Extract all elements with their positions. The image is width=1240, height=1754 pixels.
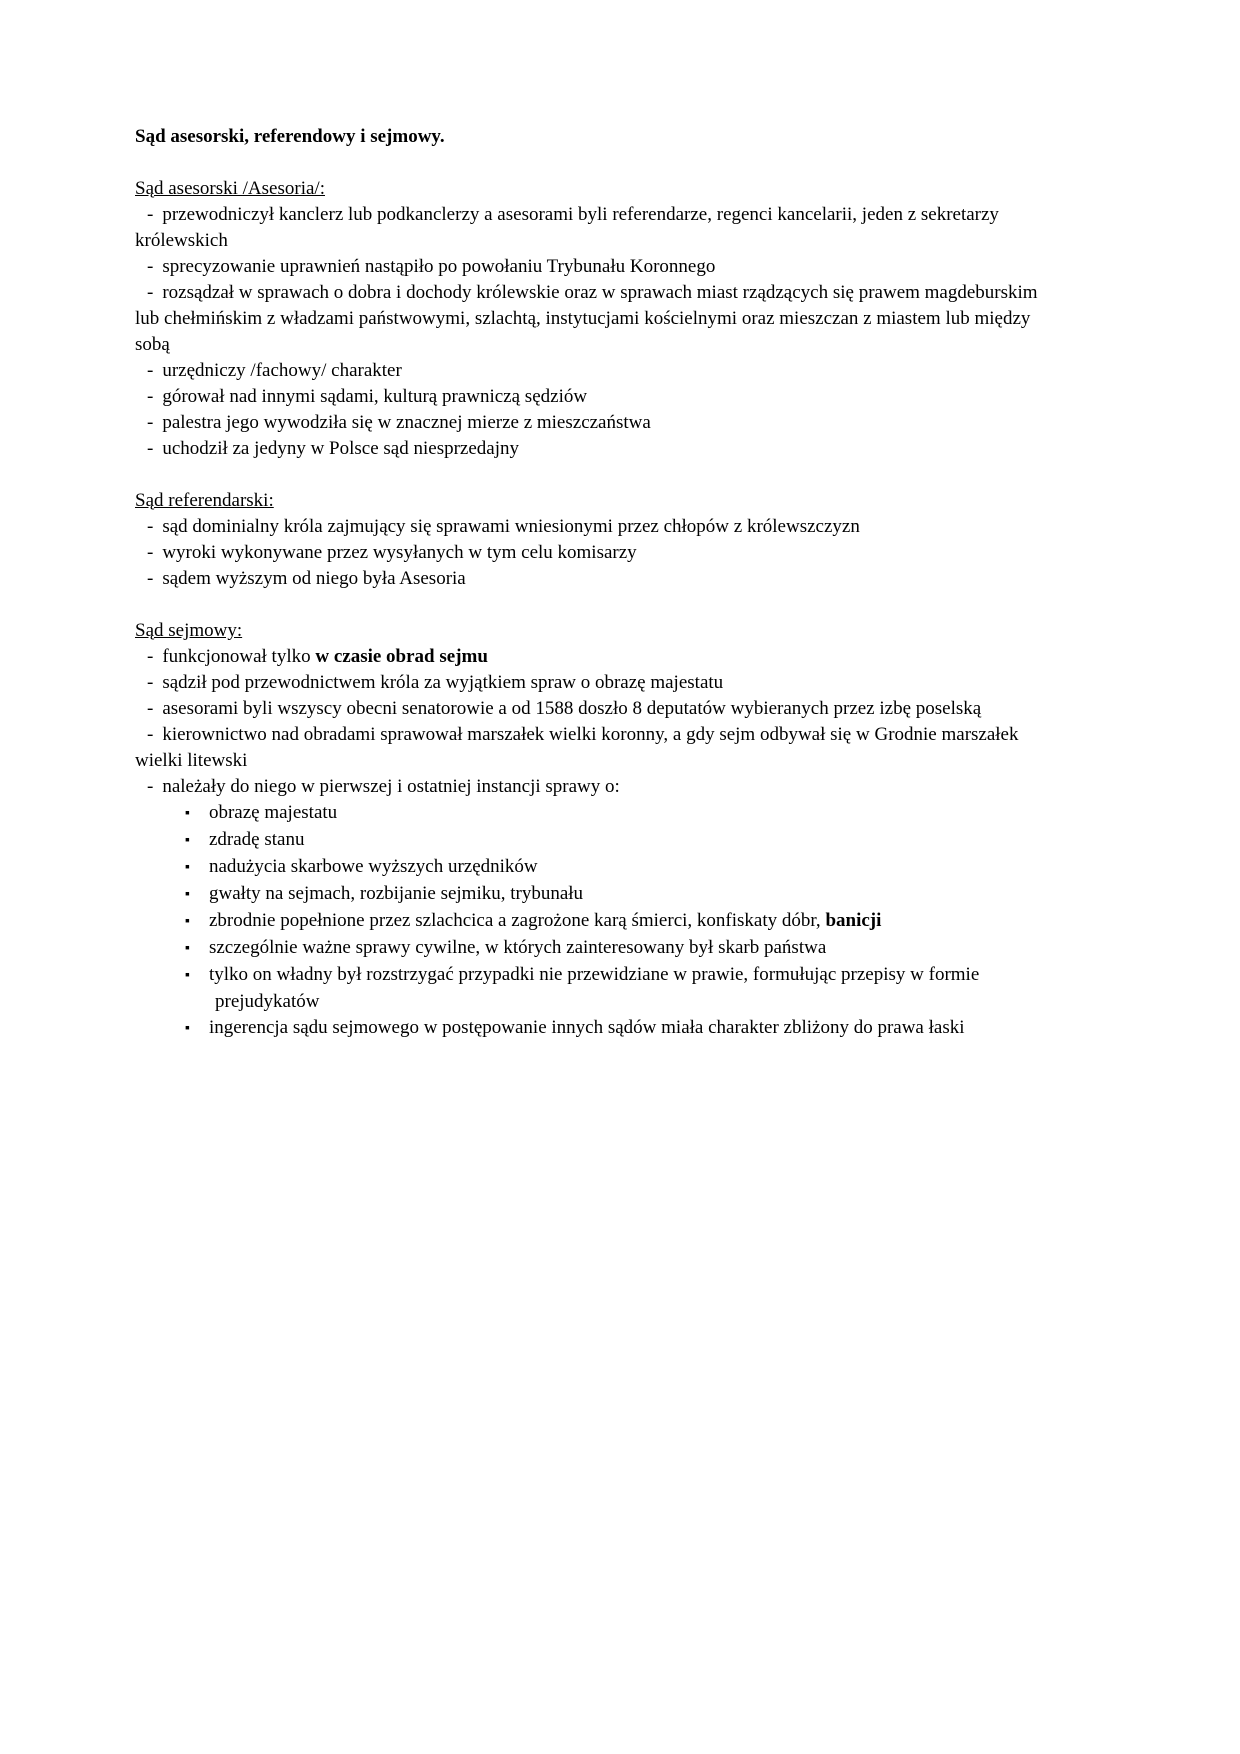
page-title: Sąd asesorski, referendowy i sejmowy. — [135, 126, 445, 147]
list-item — [135, 722, 1055, 774]
dash-marker-icon: - — [147, 282, 154, 303]
list-item-text: sądził pod przewodnictwem króla za wyjątkiem spraw o obrazę majestatu — [162, 672, 724, 693]
sub-list-item — [135, 935, 1055, 962]
list-item — [135, 410, 1055, 436]
section-sad-referendarski — [135, 488, 1055, 592]
sub-list-item — [135, 881, 1055, 908]
list-item — [135, 774, 1055, 800]
list-item-text: sprecyzowanie uprawnień nastąpiło po powołaniu Trybunału Koronnego — [162, 256, 716, 277]
list-item — [135, 670, 1055, 696]
dash-marker-icon: - — [147, 542, 154, 563]
bullet-marker-icon: ▪ — [185, 887, 190, 902]
dash-marker-icon: - — [147, 386, 154, 407]
dash-marker-icon: - — [147, 568, 154, 589]
list-item — [135, 358, 1055, 384]
section-heading: Sąd asesorski /Asesoria/: — [135, 178, 325, 199]
bullet-marker-icon: ▪ — [185, 914, 190, 929]
list-item-text: sądem wyższym od niego była Asesoria — [162, 568, 466, 589]
sub-list-item — [135, 827, 1055, 854]
section-heading: Sąd referendarski: — [135, 490, 274, 511]
list-item — [135, 384, 1055, 410]
list-item-text: asesorami byli wszyscy obecni senatorowie a od 1588 doszło 8 deputatów wybieranych przez izbę poselską — [162, 698, 982, 719]
sub-list-item — [135, 800, 1055, 827]
list-item-text: przewodniczył kanclerz lub podkanclerzy a asesorami byli referendarze, regenci kancelarii, jeden z sekretarzy królewskich — [135, 204, 999, 251]
list-item — [135, 280, 1055, 358]
bullet-marker-icon: ▪ — [185, 1021, 190, 1036]
list-item — [135, 566, 1055, 592]
section-heading: Sąd sejmowy: — [135, 620, 243, 641]
dash-marker-icon: - — [147, 724, 154, 745]
list-item-text: palestra jego wywodziła się w znacznej mierze z mieszczaństwa — [162, 412, 651, 433]
list-item-text-bold: w czasie obrad sejmu — [315, 646, 488, 667]
dash-marker-icon: - — [147, 698, 154, 719]
list-item-text: urzędniczy /fachowy/ charakter — [162, 360, 402, 381]
sub-list-item — [135, 854, 1055, 881]
list-item — [135, 696, 1055, 722]
sub-list-item-text: gwałty na sejmach, rozbijanie sejmiku, trybunału — [208, 883, 584, 904]
list-item-text: kierownictwo nad obradami sprawował marszałek wielki koronny, a gdy sejm odbywał się w Grodnie marszałek wielki litewski — [135, 724, 1019, 771]
list-item-text: rozsądzał w sprawach o dobra i dochody królewskie oraz w sprawach miast rządzących się prawem magdeburskim lub chełmińskim z władzami państwowymi, szlachtą, instytucjami kościelnymi oraz mieszczan z miastem lub między sobą — [135, 282, 1038, 355]
sub-list-item-text: zdradę stanu — [208, 829, 305, 850]
list-item-text: należały do niego w pierwszej i ostatniej instancji sprawy o: — [162, 776, 620, 797]
bullet-marker-icon: ▪ — [185, 968, 190, 983]
sub-list-item-text: obrazę majestatu — [208, 802, 338, 823]
sub-list-item-text: nadużycia skarbowe wyższych urzędników — [208, 856, 538, 877]
bullet-marker-icon: ▪ — [185, 833, 190, 848]
sub-list-item-text: ingerencja sądu sejmowego w postępowanie innych sądów miała charakter zbliżony do prawa łaski — [208, 1017, 965, 1038]
bullet-marker-icon: ▪ — [185, 806, 190, 821]
dash-marker-icon: - — [147, 672, 154, 693]
bullet-marker-icon: ▪ — [185, 941, 190, 956]
dash-marker-icon: - — [147, 438, 154, 459]
bullet-marker-icon: ▪ — [185, 860, 190, 875]
dash-marker-icon: - — [147, 204, 154, 225]
list-item-text: górował nad innymi sądami, kulturą prawniczą sędziów — [162, 386, 588, 407]
list-item-text: sąd dominialny króla zajmujący się sprawami wniesionymi przez chłopów z królewszczyzn — [162, 516, 860, 537]
dash-marker-icon: - — [147, 360, 154, 381]
dash-marker-icon: - — [147, 256, 154, 277]
list-item-text: wyroki wykonywane przez wysyłanych w tym celu komisarzy — [162, 542, 637, 563]
sub-list-item-text-bold: banicji — [825, 910, 882, 931]
dash-marker-icon: - — [147, 646, 154, 667]
sub-list-item — [135, 908, 1055, 935]
sub-list-item — [135, 1015, 1055, 1042]
dash-marker-icon: - — [147, 516, 154, 537]
sub-list-item-text: tylko on władny był rozstrzygać przypadki nie przewidziane w prawie, formułując przepisy w formie prejudykatów — [208, 964, 980, 1012]
list-item-text: uchodził za jedyny w Polsce sąd niesprzedajny — [162, 438, 519, 459]
list-item — [135, 514, 1055, 540]
sub-list-item — [135, 962, 1055, 1015]
list-item — [135, 254, 1055, 280]
list-item — [135, 436, 1055, 462]
list-item-text: funkcjonował tylko — [162, 646, 316, 667]
section-sad-asesorski — [135, 176, 1055, 462]
sub-list-item-text: szczególnie ważne sprawy cywilne, w których zainteresowany był skarb państwa — [208, 937, 827, 958]
list-item — [135, 202, 1055, 254]
list-item — [135, 540, 1055, 566]
dash-marker-icon: - — [147, 776, 154, 797]
list-item — [135, 644, 1055, 670]
section-sad-sejmowy — [135, 618, 1055, 1042]
sub-list-item-text: zbrodnie popełnione przez szlachcica a zagrożone karą śmierci, konfiskaty dóbr, — [208, 910, 826, 931]
dash-marker-icon: - — [147, 412, 154, 433]
